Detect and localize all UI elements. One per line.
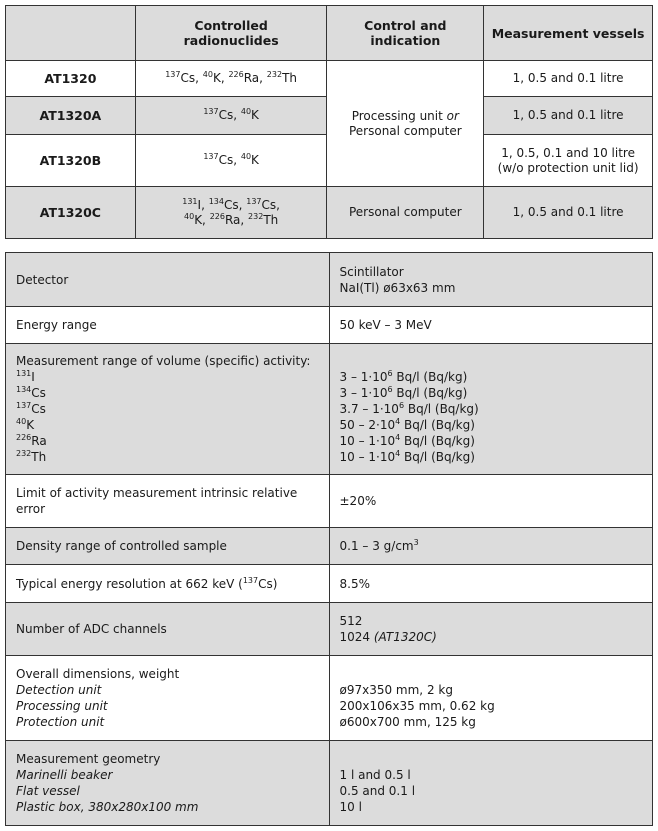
specs-table xyxy=(5,252,653,826)
isotope-range: $10 - 1\cdot 10^4$ Bq/l (Bq/kg) xyxy=(339,449,475,464)
spec-value: 1 l and 0.5 l 0.5 and 0.1 l 10 l xyxy=(329,741,653,826)
table-row xyxy=(6,187,653,239)
model-name: AT1320B xyxy=(6,135,136,187)
spec-param: Detector xyxy=(6,253,330,307)
control-merged-cell: Processing unit or Personal computer xyxy=(327,61,484,187)
spec-value: 8.5% xyxy=(329,565,653,603)
isotope-label: $^{134}$Cs xyxy=(16,385,46,400)
vessels-cell: 1, 0.5 and 0.1 litre xyxy=(484,97,653,135)
nuclides-cell: $^{137}$Cs, $^{40}$K xyxy=(135,135,327,187)
header-vessels: Measurement vessels xyxy=(484,6,653,61)
spec-param: Typical energy resolution at 662 keV ($^{137}$Cs) xyxy=(6,565,330,603)
spec-param: Measurement geometry Marinelli beaker Flat vessel Plastic box, 380x280x100 mm xyxy=(6,741,330,826)
spec-row-detector xyxy=(6,253,653,307)
spec-param: Measurement range of volume (specific) activity: $^{131}$I $^{134}$Cs $^{137}$Cs $^{40}$K $^{226}$Ra $^{232}$Th xyxy=(6,344,330,475)
header-blank xyxy=(6,6,136,61)
isotope-label: $^{40}$K xyxy=(16,417,35,432)
nuclides-cell: $^{137}$Cs, $^{40}$K, $^{226}$Ra, $^{232}$Th xyxy=(135,61,327,97)
spec-row-density xyxy=(6,528,653,565)
spec-row-resolution xyxy=(6,565,653,603)
spec-param: Limit of activity measurement intrinsic relative error xyxy=(6,475,330,528)
spec-value: 512 1024 (AT1320C) xyxy=(329,603,653,656)
spec-value: 50 keV – 3 MeV xyxy=(329,307,653,344)
spec-value: 0.1 – 3 $g/cm^3$ xyxy=(329,528,653,565)
spec-row-geometry xyxy=(6,741,653,826)
spec-param: Number of ADC channels xyxy=(6,603,330,656)
header-control: Control and indication xyxy=(327,6,484,61)
spec-value: Scintillator NaI(Tl) ø63x63 mm xyxy=(329,253,653,307)
nuclides-cell: $^{131}$I, $^{134}$Cs, $^{137}$Cs, $^{40}$K, $^{226}$Ra, $^{232}$Th xyxy=(135,187,327,239)
table-row xyxy=(6,61,653,97)
vessels-cell: 1, 0.5 and 0.1 litre xyxy=(484,61,653,97)
isotope-range: $10 - 1\cdot 10^4$ Bq/l (Bq/kg) xyxy=(339,433,475,448)
isotope-label: $^{137}$Cs xyxy=(16,401,46,416)
spec-row-measurement-range xyxy=(6,344,653,475)
model-name: AT1320A xyxy=(6,97,136,135)
header-nuclides: Controlled radionuclides xyxy=(135,6,327,61)
vessels-cell: 1, 0.5 and 0.1 litre xyxy=(484,187,653,239)
isotope-range: $3 - 1\cdot 10^6$ Bq/l (Bq/kg) xyxy=(339,369,468,384)
spec-row-energy xyxy=(6,307,653,344)
nuclides-cell: $^{137}$Cs, $^{40}$K xyxy=(135,97,327,135)
spec-param: Energy range xyxy=(6,307,330,344)
isotope-label: $^{131}$I xyxy=(16,369,35,384)
isotope-range: $50 - 2\cdot 10^4$ Bq/l (Bq/kg) xyxy=(339,417,475,432)
spec-row-limit-error xyxy=(6,475,653,528)
spec-row-adc xyxy=(6,603,653,656)
isotope-label: $^{226}$Ra xyxy=(16,433,47,448)
vessels-cell: 1, 0.5, 0.1 and 10 litre (w/o protection unit lid) xyxy=(484,135,653,187)
spec-param: Overall dimensions, weight Detection unit Processing unit Protection unit xyxy=(6,656,330,741)
model-name: AT1320C xyxy=(6,187,136,239)
spec-row-dimensions xyxy=(6,656,653,741)
control-cell: Personal computer xyxy=(327,187,484,239)
spec-param: Density range of controlled sample xyxy=(6,528,330,565)
spec-value: ø97x350 mm, 2 kg 200x106x35 mm, 0.62 kg ø600x700 mm, 125 kg xyxy=(329,656,653,741)
models-table xyxy=(5,5,653,239)
spec-value xyxy=(329,344,653,475)
spec-value: ±20% xyxy=(329,475,653,528)
isotope-range: $3 - 1\cdot 10^6$ Bq/l (Bq/kg) xyxy=(339,385,468,400)
isotope-label: $^{232}$Th xyxy=(16,449,47,464)
model-name: AT1320 xyxy=(6,61,136,97)
isotope-range: $3.7 - 1\cdot 10^6$ Bq/l (Bq/kg) xyxy=(339,401,479,416)
